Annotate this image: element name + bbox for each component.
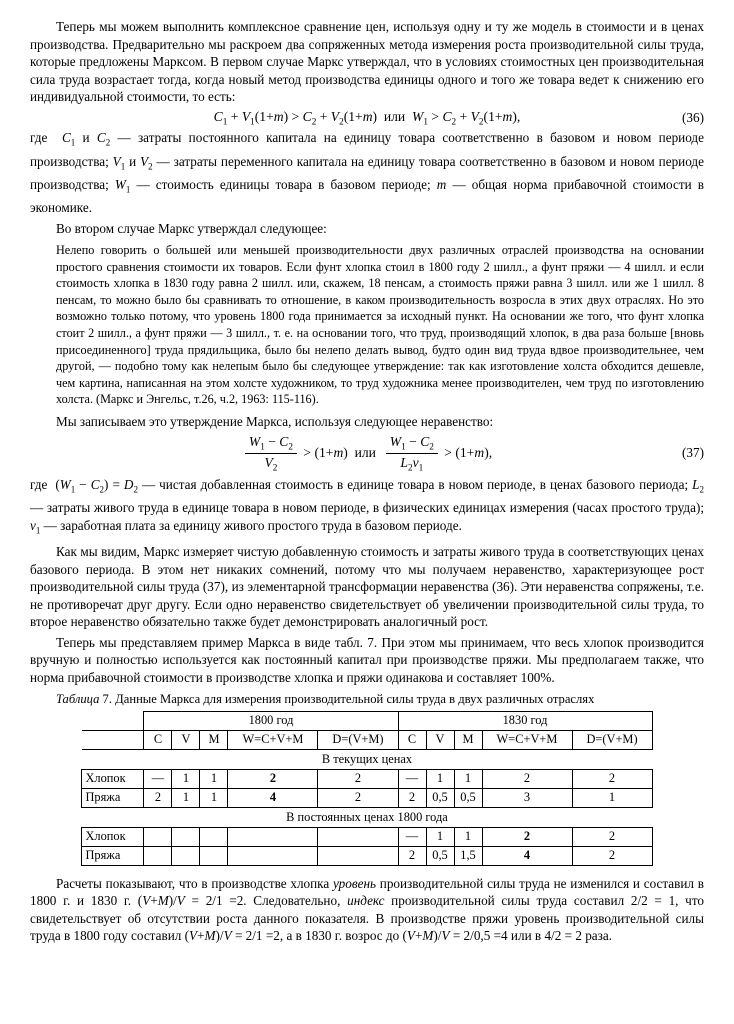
cell xyxy=(144,846,172,865)
row-label-cotton-current: Хлопок xyxy=(82,769,144,788)
final-var-v3: V xyxy=(189,928,198,944)
final-var-v5: V xyxy=(406,928,415,944)
row-label-cotton-constant: Хлопок xyxy=(82,827,144,846)
table-header-1830-d: D=(V+M) xyxy=(572,730,652,749)
paragraph-7: Теперь мы представляем пример Маркса в виде табл. 7. При этом мы принимаем, что весь хлопок производится вручную и полностью используется как постоянный капитал при производстве пряжи. Мы предполагаем также, что норма прибавочной стоимости в производстве хлопка и пряжи одинакова и составляет 100%. xyxy=(30,634,704,686)
cell: 2 xyxy=(318,788,398,807)
paragraph-1: Теперь мы можем выполнить комплексное сравнение цен, используя одну и ту же модель в стоимости и в ценах производства. Предварительно мы раскроем два сопряженных метода измерения роста производительной силы труда, которые предложены Марксом. В первом случае Маркс утверждал, что в условиях стоимостных цен производительная сила труда возрастает тогда, когда новый метод производства единицы одного и того же товара ведет к снижению его индивидуальной стоимости, то есть: xyxy=(30,19,704,105)
cell xyxy=(318,827,398,846)
table-row xyxy=(82,769,652,788)
cell xyxy=(228,827,318,846)
section-title-current-prices: В текущих ценах xyxy=(82,749,652,769)
cell: 2 xyxy=(398,788,426,807)
cell: 4 xyxy=(482,846,572,865)
cell: 2 xyxy=(482,769,572,788)
paragraph-where-37: где $(W_1 - C_2) = D_2$ — чистая добавленная стоимость в единице товара в новом периоде, в ценах базового периода; $L_2$ — затраты живого труда в единице товара в новом периоде, в физических единицах измерения (часах простого труда); $v_1$ — заработная плата за единицу живого простого труда в базовом периоде. xyxy=(30,477,704,536)
table-header-1830-m: M xyxy=(454,730,482,749)
paragraph-4: Мы записываем это утверждение Маркса, используя следующее неравенство: xyxy=(56,414,494,430)
final-seg-8: )/ xyxy=(215,928,224,944)
table-row xyxy=(82,827,652,846)
final-var-m2: M xyxy=(204,928,216,944)
cell: 1 xyxy=(572,788,652,807)
cell xyxy=(200,846,228,865)
table-header-1800-d: D=(V+M) xyxy=(318,730,398,749)
table-header-row-years xyxy=(82,711,652,730)
final-var-v6: V xyxy=(441,928,450,944)
marx-quote: Нелепо говорить о большей или меньшей производительности двух различных отраслей производства на основании простого сравнения стоимости их товаров. Если фунт хлопка стоил в 1800 году 2 шилл., а фунт пряжи — 4 шилл. и если стоимость хлопка в 1830 году равна 2 шилл. или, скажем, 18 пенсам, а стоимость пряжи равна 3 шилл. или же 1 шилл. 8 пенсам, то можно было бы сравнивать то отношение, в каком производительность возросла в этих двух отраслях. Но это возможно только потому, что уровень 1800 года принимается за исходный пункт. На основании же того, что фунт хлопка стоит 2 шилл., а фунт пряжи — 3 шилл., т. е. на основании того, что труд, производящий хлопок, в два раза больше [вновь присоединенного] труда прядильщика, было бы нелепо делать вывод, будто один вид труда вдвое производительнее, чем другой, — подобно тому как нелепым было бы следующее утверждение: так как изготовление холста обходится дешевле, чем картина, написанная на этом холсте художником, то труд художника менее производителен, чем труд по изготовлению холста. (Маркс и Энгельс, т.26, ч.2, 1963: 115-116). xyxy=(56,243,704,407)
paragraph-where-36: где $C_1$ и $C_2$ — затраты постоянного капитала на единицу товара соответственно в базовом и новом периоде производства; $V_1$ и $V_2$ — затраты переменного капитала на единицу товара соответственно в базовом и новом периоде производства; $W_1$ — стоимость единицы товара в базовом периоде; m — общая норма прибавочной стоимости в экономике. xyxy=(30,130,704,216)
table-header-1830-w: W=C+V+M xyxy=(482,730,572,749)
cell: 2 xyxy=(398,846,426,865)
final-italic-uroven: уровень xyxy=(333,875,376,891)
final-var-v1: V xyxy=(142,893,151,909)
table-caption-label: Таблица xyxy=(56,691,100,706)
final-seg-3: + xyxy=(150,893,158,909)
table-header-row-components xyxy=(82,730,652,749)
cell: 1,5 xyxy=(454,846,482,865)
final-italic-indeks: индекс xyxy=(347,893,385,909)
final-seg-1: Расчеты показывают, что в производстве хлопка xyxy=(56,875,333,891)
equation-37-number: (37) xyxy=(682,445,704,461)
final-seg-7: + xyxy=(197,928,205,944)
paragraph-3: Во втором случае Маркс утверждал следующее: xyxy=(56,220,327,236)
cell: 1 xyxy=(426,769,454,788)
table-head xyxy=(82,711,652,749)
equation-36-number: (36) xyxy=(682,109,704,125)
cell: 2 xyxy=(318,769,398,788)
cell: — xyxy=(144,769,172,788)
equation-37-row xyxy=(0,434,734,474)
final-seg-2: производительной силы труда не изменился и составил в 1800 г. и 1830 г. ( xyxy=(30,875,704,909)
table-section-header-current-prices xyxy=(82,749,652,769)
row-label-yarn-constant: Пряжа xyxy=(82,846,144,865)
cell xyxy=(172,827,200,846)
table-row xyxy=(82,788,652,807)
equation-37-formula: $\frac{W_1 - C_2}{V_2}$ > (1+m) или $\frac{W_1 - C_2}{L_2v_1}$ > (1+m), xyxy=(242,434,492,474)
table-caption xyxy=(0,692,734,707)
final-var-m3: M xyxy=(422,928,434,944)
final-seg-12: = 2/0,5 =4 или в 4/2 = 2 раза. xyxy=(449,928,613,944)
cell: 2 xyxy=(572,827,652,846)
table-header-1800-c: C xyxy=(144,730,172,749)
section-title-constant-prices: В постоянных ценах 1800 года xyxy=(82,807,652,827)
cell: 1 xyxy=(200,788,228,807)
table-corner-cell xyxy=(82,711,144,730)
final-var-v2: V xyxy=(176,893,185,909)
cell: 2 xyxy=(572,769,652,788)
final-seg-10: + xyxy=(414,928,423,944)
table-caption-rest: 7. Данные Маркса для измерения производительной силы труда в двух различных отраслях xyxy=(99,691,595,706)
row-label-yarn-current: Пряжа xyxy=(82,788,144,807)
cell: 1 xyxy=(172,769,200,788)
table-body xyxy=(82,749,652,865)
table-header-1800-m: M xyxy=(200,730,228,749)
cell: 1 xyxy=(172,788,200,807)
table-row xyxy=(82,846,652,865)
cell: — xyxy=(398,827,426,846)
final-var-v4: V xyxy=(223,928,232,944)
cell: 1 xyxy=(454,827,482,846)
cell: 1 xyxy=(426,827,454,846)
cell xyxy=(228,846,318,865)
final-var-m1: M xyxy=(157,893,169,909)
equation-36-formula: $C_1 + V_1(1+m) > C_2 + V_2(1+m)$ или $W_1 > C_2 + V_2(1+m)$, xyxy=(213,108,521,127)
cell xyxy=(200,827,228,846)
table-header-1830-v: V xyxy=(426,730,454,749)
table-header-1830-c: C xyxy=(398,730,426,749)
final-paragraph xyxy=(0,875,734,945)
final-seg-9: = 2/1 =2, а в 1830 г. возрос до ( xyxy=(231,928,407,944)
table-corner-cell-2 xyxy=(82,730,144,749)
cell: 3 xyxy=(482,788,572,807)
table-header-1800-v: V xyxy=(172,730,200,749)
cell xyxy=(318,846,398,865)
table-header-year-1800: 1800 год xyxy=(144,711,398,730)
cell xyxy=(144,827,172,846)
cell xyxy=(172,846,200,865)
cell: 0,5 xyxy=(426,788,454,807)
cell: 0,5 xyxy=(454,788,482,807)
cell: 1 xyxy=(200,769,228,788)
cell: 2 xyxy=(482,827,572,846)
paragraph-6: Как мы видим, Маркс измеряет чистую добавленную стоимость и затраты живого труда в соответствующих ценах базового периода. В этом нет никаких сомнений, потому что мы получаем неравенство, характеризующее рост производительной силы труда (37), из элементарной трансформации неравенства (36). Эти неравенства сопряжены, т.е. не противоречат друг другу. Если одно неравенство свидетельствует об увеличении производительной силы труда, то второе неравенство обязательно также будет демонстрировать аналогичный рост. xyxy=(30,544,704,630)
marx-data-table xyxy=(81,711,652,866)
equation-36-row xyxy=(0,109,734,127)
table-header-year-1830: 1830 год xyxy=(398,711,652,730)
cell: 0,5 xyxy=(426,846,454,865)
final-seg-11: )/ xyxy=(433,928,442,944)
table-header-1800-w: W=C+V+M xyxy=(228,730,318,749)
final-seg-4: )/ xyxy=(168,893,177,909)
final-seg-6: производительной силы труда составил 2/2 = 1, что свидетельствует об отсутствии роста данного показателя. В производстве пряжи уровень производительной силы труда в 1800 году составил ( xyxy=(30,893,704,944)
cell: 2 xyxy=(228,769,318,788)
cell: 2 xyxy=(144,788,172,807)
cell: — xyxy=(398,769,426,788)
cell: 1 xyxy=(454,769,482,788)
final-seg-5: = 2/1 =2. Следовательно, xyxy=(184,893,348,909)
cell: 4 xyxy=(228,788,318,807)
table-section-header-constant-prices xyxy=(82,807,652,827)
cell: 2 xyxy=(572,846,652,865)
